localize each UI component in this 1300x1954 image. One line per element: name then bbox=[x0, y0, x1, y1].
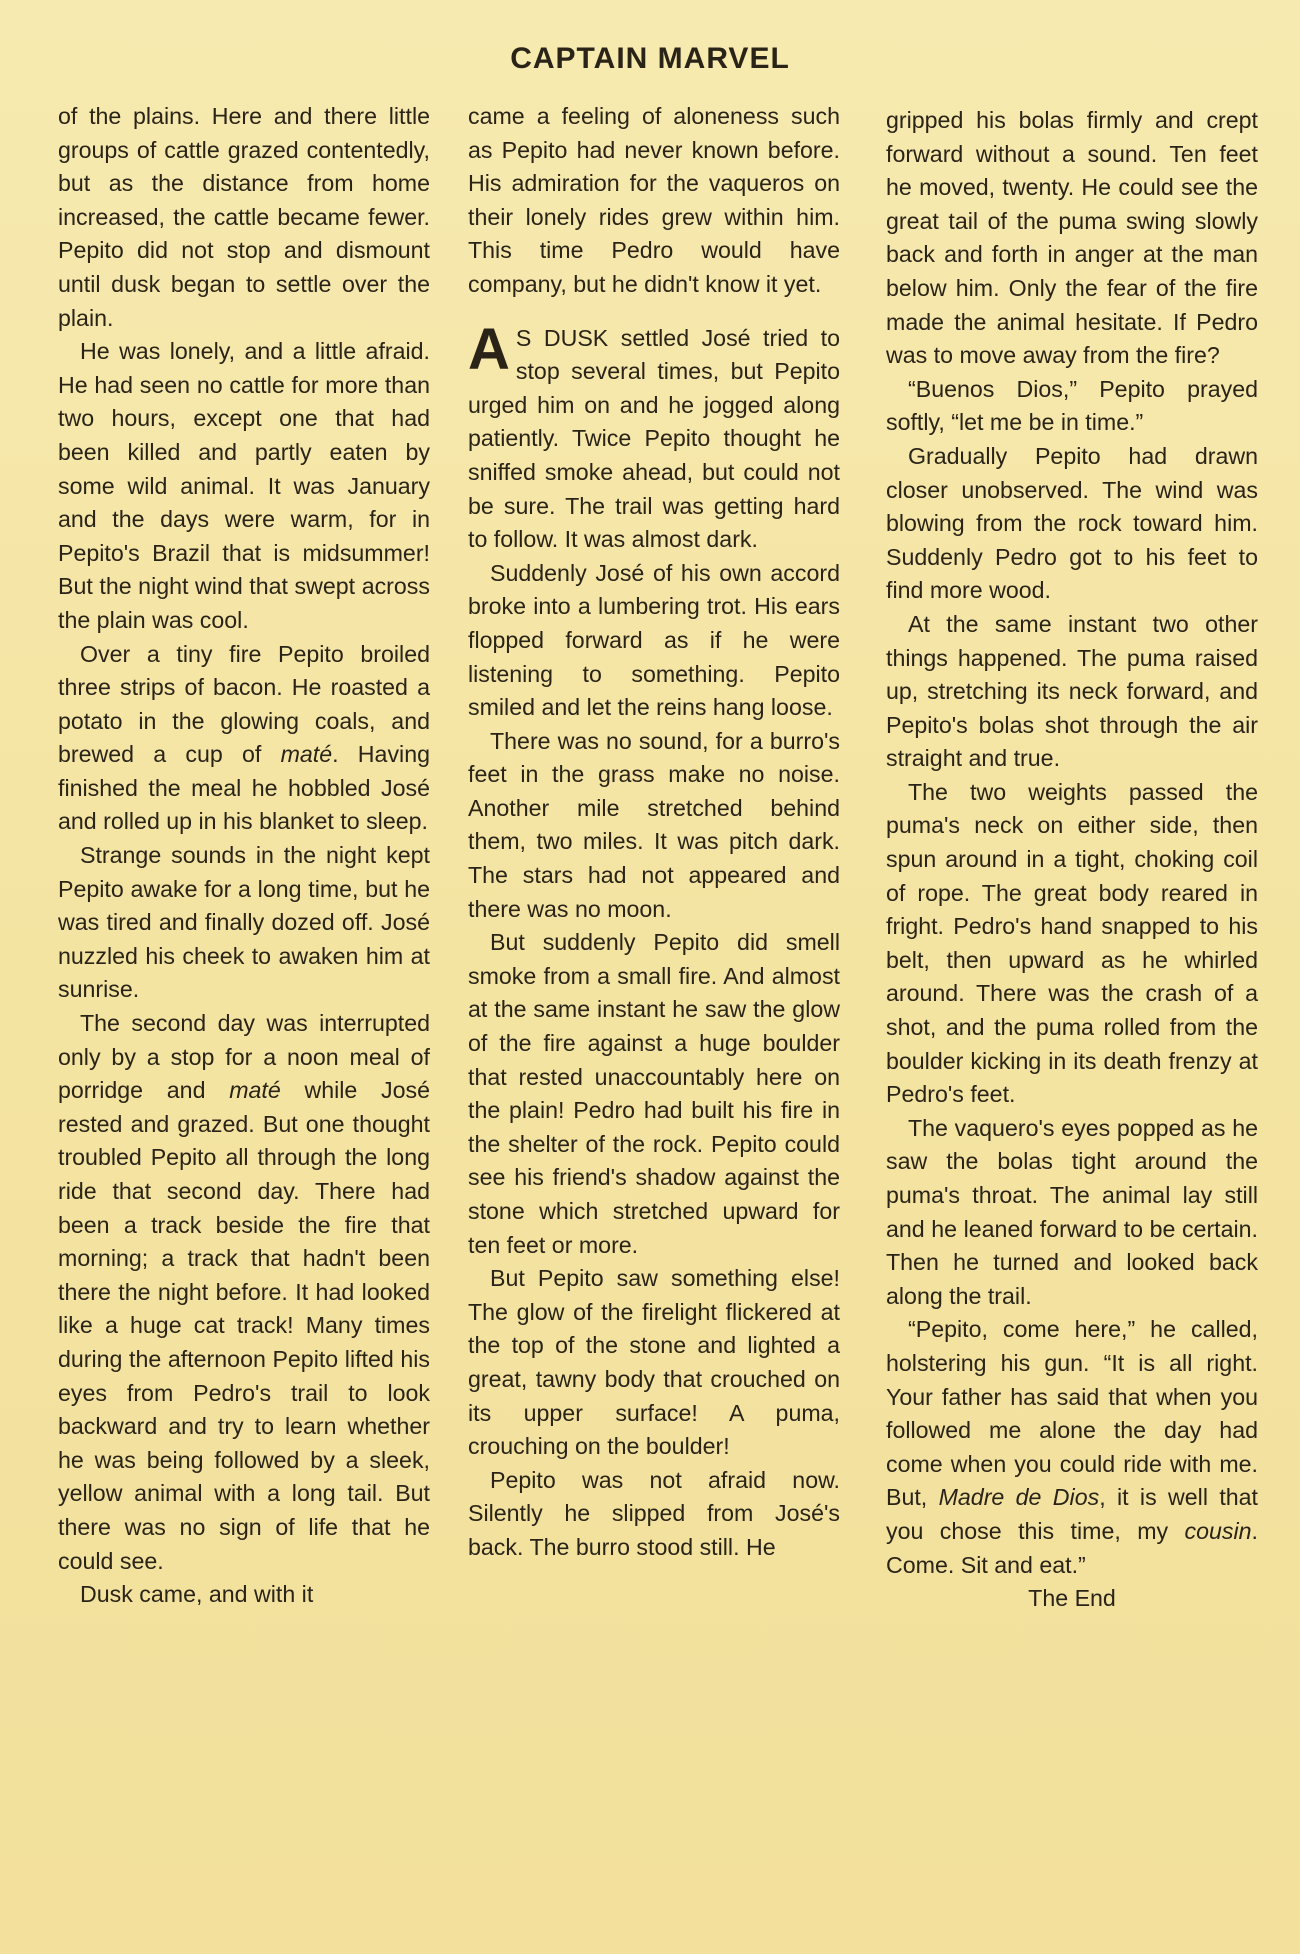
paragraph-with-dropcap: A S DUSK settled José tried to stop several times, but Pepito urged him on and he jogged along patiently. Twice Pepito thought he sniffed smoke ahead, but could not be sure. The trail was getting hard to follow. It was almost dark. bbox=[468, 316, 840, 553]
paragraph: He was lonely, and a little afraid. He had seen no cattle for more than two hours, except one that had been killed and partly eaten by some wild animal. It was January and the days were warm, for in Pepito's Brazil that is midsummer! But the night wind that swept across the plain was cool. bbox=[58, 338, 430, 633]
paragraph: The second day was interrupted only by a stop for a noon meal of porridge and maté while José rested and grazed. But one thought troubled Pepito all through the long ride that second day. There had been a track beside the fire that morning; a track that hadn't been there the night before. It had looked like a huge cat track! Many times during the afternoon Pepito lifted his eyes from Pedro's trail to look backward and try to learn whether he was being followed by a sleek, yellow animal with a long tail. But there was no sign of life that he could see. bbox=[58, 1010, 430, 1574]
paragraph: Strange sounds in the night kept Pepito awake for a long time, but he was tired and finally dozed off. José nuzzled his cheek to awaken him at sunrise. bbox=[58, 842, 430, 1003]
paragraph: Gradually Pepito had drawn closer unobserved. The wind was blowing from the rock toward him. Suddenly Pedro got to his feet to find more wood. bbox=[886, 442, 1258, 604]
paragraph: came a feeling of aloneness such as Pepito had never known before. His admiration for the vaqueros on their lonely rides grew within him. This time Pedro would have company, but he didn't know it yet. bbox=[468, 103, 840, 297]
text-column-2 bbox=[468, 100, 840, 1565]
paragraph: Pepito was not afraid now. Silently he slipped from José's back. The burro stood still. He bbox=[468, 1466, 840, 1560]
paragraph: of the plains. Here and there little groups of cattle grazed contentedly, but as the distance from home increased, the cattle became fewer. Pepito did not stop and dismount until dusk began to settle over the plain. bbox=[58, 103, 430, 331]
paragraph: There was no sound, for a burro's feet in the grass make no noise. Another mile stretched behind them, two miles. It was pitch dark. The stars had not appeared and there was no moon. bbox=[468, 727, 840, 922]
paragraph: The two weights passed the puma's neck on either side, then spun around in a tight, choking coil of rope. The great body reared in fright. Pedro's hand snapped to his belt, then upward as he whirled around. There was the crash of a shot, and the puma rolled from the boulder kicking in its death frenzy at Pedro's feet. bbox=[886, 778, 1258, 1108]
paragraph: Suddenly José of his own accord broke into a lumbering trot. His ears flopped forward as if he were listening to something. Pepito smiled and let the reins hang loose. bbox=[468, 559, 840, 721]
paragraph: But suddenly Pepito did smell smoke from a small fire. And almost at the same instant he saw the glow of the fire against a huge boulder that rested unaccountably here on the plain! Pedro had built his fire in the shelter of the rock. Pepito could see his friend's shadow against the stone which stretched upward for ten feet or more. bbox=[468, 929, 840, 1258]
italic-word: cousin bbox=[1184, 1517, 1252, 1544]
text-column-3 bbox=[886, 104, 1258, 1616]
paragraph: At the same instant two other things happened. The puma raised up, stretching its neck forward, and Pepito's bolas shot through the air straight and true. bbox=[886, 610, 1258, 772]
story-end-label: The End bbox=[1028, 1585, 1116, 1612]
paragraph: The vaquero's eyes popped as he saw the bolas tight around the puma's throat. The animal lay still and he leaned forward to be certain. Then he turned and looked back along the trail. bbox=[886, 1114, 1258, 1309]
paragraph: “Pepito, come here,” he called, holstering his gun. “It is all right. Your father has said that when you followed me alone the day had come when you could ride with me. But, Madre de Dios, it is well that you chose this time, my cousin. Come. Sit and eat.” bbox=[886, 1316, 1258, 1578]
paragraph: But Pepito saw something else! The glow of the firelight flickered at the top of the stone and lighted a great, tawny body that crouched on its upper surface! A puma, crouching on the boulder! bbox=[468, 1265, 840, 1460]
paragraph: gripped his bolas firmly and crept forward without a sound. Ten feet he moved, twenty. He could see the great tail of the puma swing slowly back and forth in anger at the man below him. Only the fear of the fire made the animal hesitate. If Pedro was to move away from the fire? bbox=[886, 107, 1258, 369]
italic-phrase: Madre de Dios bbox=[938, 1484, 1100, 1511]
text-column-1 bbox=[58, 100, 430, 1612]
italic-word: maté bbox=[280, 741, 333, 768]
paragraph: Over a tiny fire Pepito broiled three strips of bacon. He roasted a potato in the glowing coals, and brewed a cup of maté. Having finished the meal he hobbled José and rolled up in his blanket to sleep. bbox=[58, 640, 430, 835]
italic-word: maté bbox=[229, 1077, 281, 1104]
paragraph: Dusk came, and with it bbox=[80, 1581, 314, 1608]
drop-cap: A bbox=[468, 316, 510, 382]
page-title: CAPTAIN MARVEL bbox=[510, 42, 790, 75]
paragraph: “Buenos Dios,” Pepito prayed softly, “let me be in time.” bbox=[886, 375, 1258, 436]
